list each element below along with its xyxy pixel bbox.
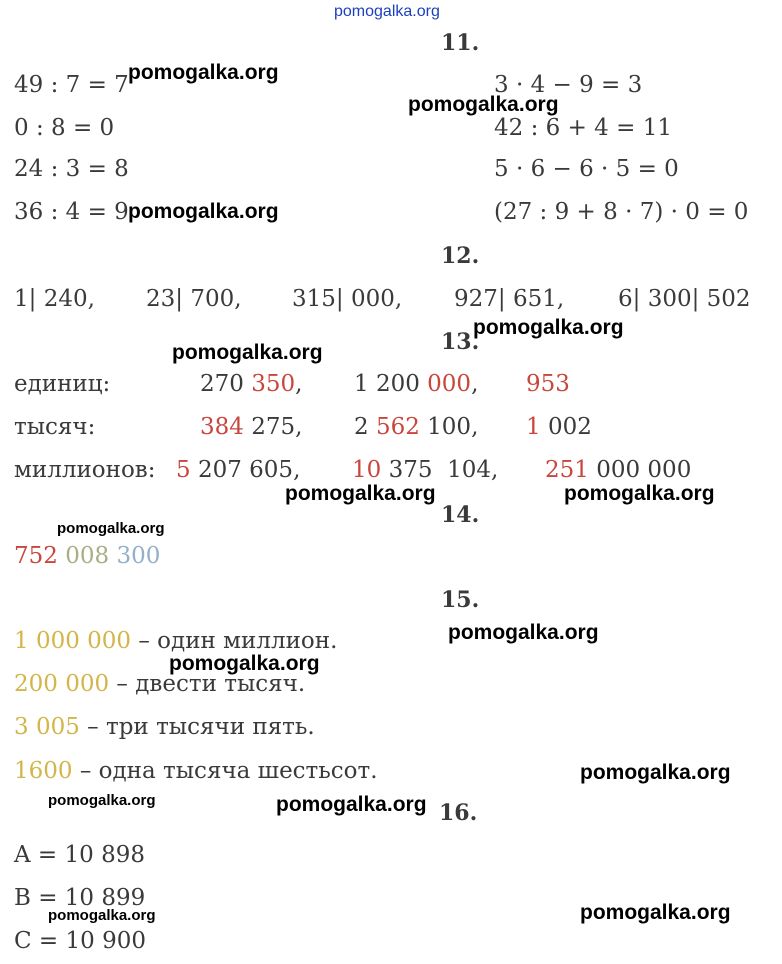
watermark: pomogalka.org	[48, 792, 156, 809]
ex11-left-2: 0 : 8 = 0	[14, 115, 115, 141]
ex11-left-1: 49 : 7 = 7	[14, 72, 129, 98]
ex13-row2-col2: 2 562 100,	[354, 414, 479, 440]
ex13-row-label: тысяч:	[14, 414, 96, 440]
ex14-number-value: 752 008 300	[14, 543, 161, 569]
ex13-row-label: миллионов:	[14, 457, 156, 483]
ex13-row1-col1: 270 350,	[200, 371, 303, 397]
ex11-right-2: 42 : 6 + 4 = 11	[494, 115, 672, 141]
ex15-item-1: 1 000 000 – один миллион.	[14, 628, 338, 654]
watermark: pomogalka.org	[48, 907, 156, 924]
ex13-row1-col2: 1 200 000,	[354, 371, 479, 397]
watermark-top[interactable]: pomogalka.org	[334, 3, 440, 20]
ex15-item-2: 200 000 – двести тысяч.	[14, 671, 306, 697]
ex13-row2-col3: 1 002	[526, 414, 592, 440]
exercise-13-number: 13.	[441, 329, 480, 355]
ex16-item-b: B = 10 899	[14, 885, 146, 911]
ex12-item-4: 927| 651,	[454, 286, 565, 312]
ex11-left-3: 24 : 3 = 8	[14, 156, 129, 182]
watermark: pomogalka.org	[276, 793, 427, 816]
watermark: pomogalka.org	[169, 652, 320, 675]
ex11-right-1: 3 · 4 − 9 = 3	[494, 72, 643, 98]
ex11-left-4: 36 : 4 = 9	[14, 199, 129, 225]
watermark: pomogalka.org	[285, 482, 436, 505]
ex12-item-3: 315| 000,	[292, 286, 403, 312]
watermark: pomogalka.org	[172, 341, 323, 364]
exercise-11-number: 11.	[441, 30, 480, 56]
ex13-row3-col3: 251 000 000	[545, 457, 692, 483]
exercise-15-number: 15.	[441, 587, 480, 613]
exercise-14-number: 14.	[441, 502, 480, 528]
ex13-row2-col1: 384 275,	[200, 414, 303, 440]
watermark: pomogalka.org	[580, 761, 731, 784]
watermark: pomogalka.org	[128, 200, 279, 223]
ex13-row-label: единиц:	[14, 371, 111, 397]
ex13-row3-col1: 5 207 605,	[176, 457, 301, 483]
watermark: pomogalka.org	[564, 482, 715, 505]
ex11-right-3: 5 · 6 − 6 · 5 = 0	[494, 156, 679, 182]
ex12-item-5: 6| 300| 502	[618, 286, 751, 312]
ex16-item-c: C = 10 900	[14, 928, 146, 954]
ex13-row3-col2: 10 375 104,	[352, 457, 499, 483]
watermark: pomogalka.org	[128, 61, 279, 84]
ex15-item-4: 1600 – одна тысяча шестьсот.	[14, 758, 378, 784]
ex12-item-1: 1| 240,	[14, 286, 95, 312]
ex13-row1-col3: 953	[526, 371, 570, 397]
ex11-right-4: (27 : 9 + 8 · 7) · 0 = 0	[494, 199, 749, 225]
exercise-16-number: 16.	[439, 800, 478, 826]
watermark: pomogalka.org	[473, 316, 624, 339]
watermark: pomogalka.org	[408, 93, 559, 116]
watermark: pomogalka.org	[57, 520, 165, 537]
watermark: pomogalka.org	[580, 901, 731, 924]
ex15-item-3: 3 005 – три тысячи пять.	[14, 714, 315, 740]
exercise-12-number: 12.	[441, 243, 480, 269]
watermark: pomogalka.org	[448, 621, 599, 644]
ex12-item-2: 23| 700,	[146, 286, 242, 312]
ex16-item-a: A = 10 898	[14, 842, 145, 868]
